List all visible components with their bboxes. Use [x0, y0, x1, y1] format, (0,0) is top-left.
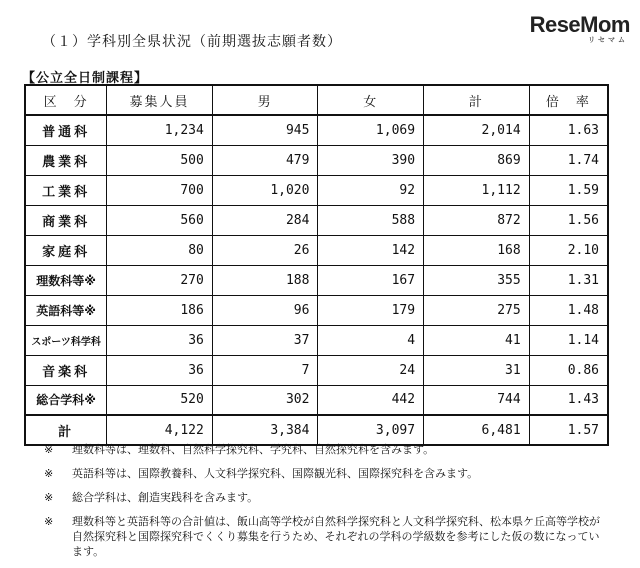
- header-female: 女: [318, 85, 424, 115]
- row-total: 2,014: [424, 115, 530, 145]
- row-total: 355: [424, 265, 530, 295]
- row-recruit: 700: [107, 175, 213, 205]
- row-male: 26: [212, 235, 318, 265]
- row-male: 7: [212, 355, 318, 385]
- section-subheading: 【公立全日制課程】: [22, 71, 149, 86]
- row-category: 総合学科※: [25, 385, 107, 415]
- total-ratio: 1.57: [529, 415, 608, 445]
- table-row: [25, 175, 608, 205]
- row-total: 168: [424, 235, 530, 265]
- table-row: [25, 265, 608, 295]
- row-female: 442: [318, 385, 424, 415]
- row-recruit: 520: [107, 385, 213, 415]
- row-total: 869: [424, 145, 530, 175]
- total-total: 6,481: [424, 415, 530, 445]
- row-ratio: 1.31: [529, 265, 608, 295]
- notes: [44, 442, 604, 568]
- table-row: [25, 385, 608, 415]
- page-heading: （１）学科別全県状況（前期選抜志願者数）: [42, 34, 342, 50]
- row-recruit: 560: [107, 205, 213, 235]
- row-male: 1,020: [212, 175, 318, 205]
- row-female: 24: [318, 355, 424, 385]
- row-recruit: 270: [107, 265, 213, 295]
- row-male: 479: [212, 145, 318, 175]
- row-category: 音楽科: [25, 355, 107, 385]
- note-text: 英語科等は、国際教養科、人文科学探究科、国際観光科、国際探究科を含みます。: [72, 467, 479, 480]
- row-ratio: 1.48: [529, 295, 608, 325]
- row-ratio: 1.59: [529, 175, 608, 205]
- header-ratio: 倍 率: [529, 85, 608, 115]
- row-recruit: 500: [107, 145, 213, 175]
- row-recruit: 80: [107, 235, 213, 265]
- table-row: [25, 205, 608, 235]
- row-total: 275: [424, 295, 530, 325]
- row-category: 工業科: [25, 175, 107, 205]
- table-row: [25, 295, 608, 325]
- row-recruit: 1,234: [107, 115, 213, 145]
- row-recruit: 186: [107, 295, 213, 325]
- note-mark: ※: [44, 467, 54, 480]
- logo-text: ReseMom: [529, 12, 630, 37]
- note-text: 理数科等と英語科等の合計値は、飯山高等学校が自然科学探究科と人文科学探究科、松本県ケ丘高等学校が自然探究科と国際探究科でくくり募集を行うため、それぞれの学科の学級数を参考にした仮の数になっています。: [72, 515, 600, 558]
- row-total: 31: [424, 355, 530, 385]
- row-ratio: 1.63: [529, 115, 608, 145]
- row-total: 744: [424, 385, 530, 415]
- note-item: [44, 514, 604, 559]
- applicants-table: [24, 84, 609, 446]
- row-male: 37: [212, 325, 318, 355]
- table-row: [25, 115, 608, 145]
- row-category: 商業科: [25, 205, 107, 235]
- row-total: 1,112: [424, 175, 530, 205]
- row-recruit: 36: [107, 355, 213, 385]
- row-ratio: 1.56: [529, 205, 608, 235]
- row-category: 家庭科: [25, 235, 107, 265]
- table-row: [25, 235, 608, 265]
- note-text: 理数科等は、理数科、自然科学探究科、学究科、自然探究科を含みます。: [72, 443, 435, 456]
- row-recruit: 36: [107, 325, 213, 355]
- header-category: 区 分: [25, 85, 107, 115]
- row-category: スポーツ科学科: [25, 325, 107, 355]
- table-row: [25, 145, 608, 175]
- row-male: 284: [212, 205, 318, 235]
- row-total: 872: [424, 205, 530, 235]
- row-male: 945: [212, 115, 318, 145]
- row-ratio: 2.10: [529, 235, 608, 265]
- row-total: 41: [424, 325, 530, 355]
- row-male: 302: [212, 385, 318, 415]
- row-category: 理数科等※: [25, 265, 107, 295]
- row-female: 390: [318, 145, 424, 175]
- row-ratio: 1.74: [529, 145, 608, 175]
- row-ratio: 1.14: [529, 325, 608, 355]
- row-category: 普通科: [25, 115, 107, 145]
- row-male: 188: [212, 265, 318, 295]
- note-text: 総合学科は、創造実践科を含みます。: [72, 491, 259, 504]
- note-item: [44, 490, 604, 505]
- row-ratio: 1.43: [529, 385, 608, 415]
- row-female: 4: [318, 325, 424, 355]
- table-total-row: [25, 415, 608, 445]
- row-female: 1,069: [318, 115, 424, 145]
- header-total: 計: [424, 85, 530, 115]
- resemom-logo: [530, 12, 630, 45]
- row-female: 588: [318, 205, 424, 235]
- row-female: 142: [318, 235, 424, 265]
- total-recruit: 4,122: [107, 415, 213, 445]
- note-item: [44, 466, 604, 481]
- logo-subtext: リセマム: [588, 37, 628, 44]
- total-male: 3,384: [212, 415, 318, 445]
- header-recruit: 募集人員: [107, 85, 213, 115]
- row-female: 167: [318, 265, 424, 295]
- table-header-row: [25, 85, 608, 115]
- header-male: 男: [212, 85, 318, 115]
- total-female: 3,097: [318, 415, 424, 445]
- note-mark: ※: [44, 443, 54, 456]
- row-ratio: 0.86: [529, 355, 608, 385]
- total-category: 計: [25, 415, 107, 445]
- row-category: 英語科等※: [25, 295, 107, 325]
- note-mark: ※: [44, 515, 54, 528]
- row-female: 92: [318, 175, 424, 205]
- table-row: [25, 325, 608, 355]
- note-mark: ※: [44, 491, 54, 504]
- row-category: 農業科: [25, 145, 107, 175]
- row-female: 179: [318, 295, 424, 325]
- table-row: [25, 355, 608, 385]
- note-item: [44, 442, 604, 457]
- row-male: 96: [212, 295, 318, 325]
